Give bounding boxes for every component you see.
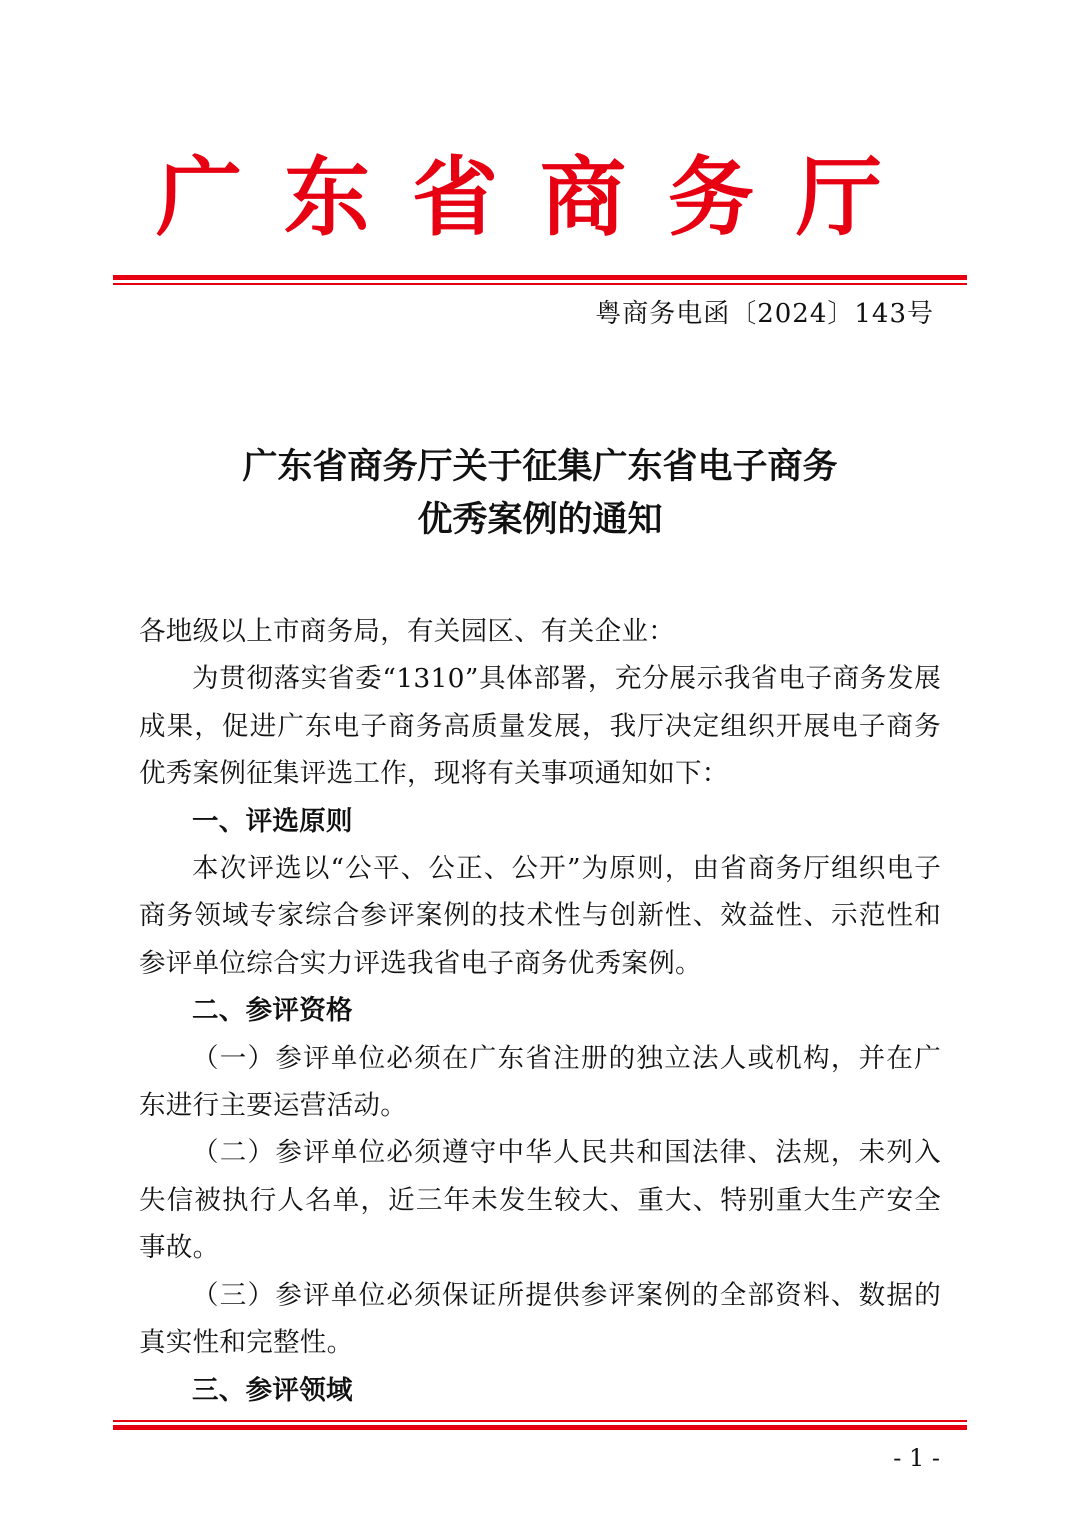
header-red-rule: [113, 275, 967, 285]
page-number: - 1 -: [893, 1444, 940, 1472]
document-title-line-1: 广东省商务厅关于征集广东省电子商务: [242, 446, 838, 487]
issuing-organization-header: 广东省商务厅: [156, 147, 924, 248]
header-rule-thick: [113, 275, 967, 280]
document-body: [139, 608, 941, 1414]
document-title-line-2: 优秀案例的通知: [417, 499, 663, 540]
header-rule-thin: [113, 283, 967, 285]
document-title: [113, 440, 967, 546]
footer-rule-thin: [113, 1420, 967, 1422]
document-number: 粤商务电函〔2024〕143号: [595, 299, 934, 329]
section-2-item-1: （一）参评单位必须在广东省注册的独立法人或机构，并在广东进行主要运营活动。: [139, 1042, 941, 1122]
section-heading-2: 二、参评资格: [192, 995, 353, 1027]
section-1-paragraph: 本次评选以“公平、公正、公开”为原则，由省商务厅组织电子商务领域专家综合参评案例的技术性与创新性、效益性、示范性和参评单位综合实力评选我省电子商务优秀案例。: [139, 853, 941, 979]
intro-paragraph: 为贯彻落实省委“1310”具体部署，充分展示我省电子商务发展成果，促进广东电子商务高质量发展，我厅决定组织开展电子商务优秀案例征集评选工作，现将有关事项通知如下：: [139, 663, 941, 790]
section-heading-3: 三、参评领域: [192, 1374, 353, 1406]
footer-rule-thick: [113, 1425, 967, 1430]
salutation: 各地级以上市商务局，有关园区、有关企业：: [139, 616, 675, 647]
section-heading-1: 一、评选原则: [192, 805, 353, 837]
footer-red-rule: [113, 1420, 967, 1430]
section-2-item-3: （三）参评单位必须保证所提供参评案例的全部资料、数据的真实性和完整性。: [139, 1279, 941, 1359]
section-2-item-2: （二）参评单位必须遵守中华人民共和国法律、法规，未列入失信被执行人名单，近三年未发生较大、重大、特别重大生产安全事故。: [139, 1137, 941, 1264]
